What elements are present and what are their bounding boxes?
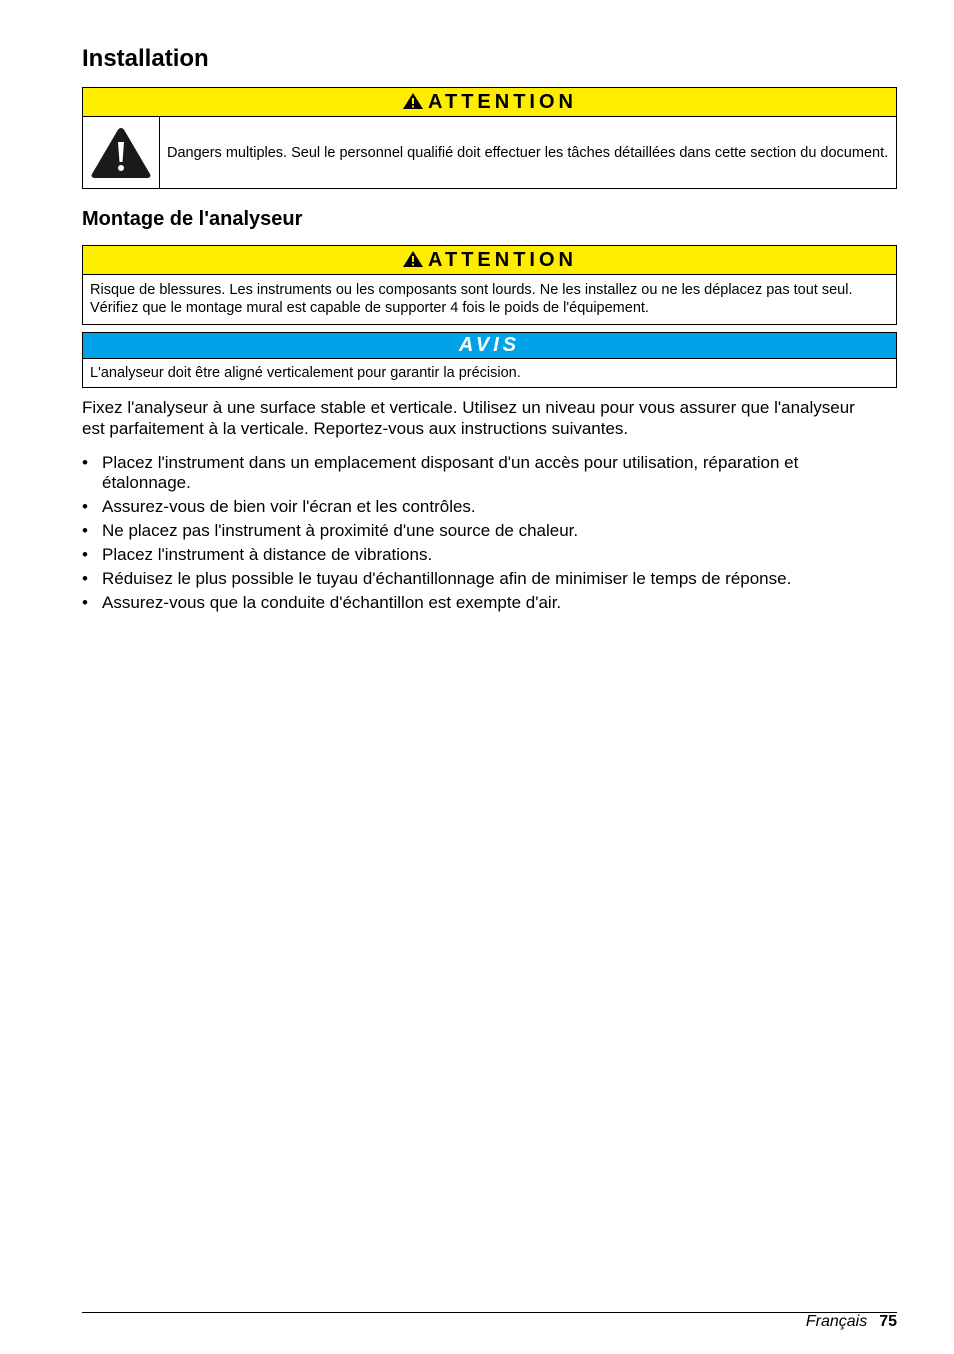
notice-text: L'analyseur doit être aligné verticalement pour garantir la précision. xyxy=(90,365,521,381)
subsection-title: Montage de l'analyseur xyxy=(82,208,303,230)
list-item: • Réduisez le plus possible le tuyau d'échantillonnage afin de minimiser le temps de réponse. xyxy=(82,569,792,588)
attention-notice-general xyxy=(82,87,897,189)
notice-header xyxy=(83,88,896,117)
bullet-icon: • xyxy=(82,497,88,516)
footer-divider xyxy=(82,1312,897,1313)
bullet-icon: • xyxy=(82,569,88,588)
list-item: • Assurez-vous que la conduite d'échantillon est exempte d'air. xyxy=(82,593,562,612)
notice-header xyxy=(83,246,896,275)
bullet-icon: • xyxy=(82,545,88,564)
body-paragraph: Fixez l'analyseur à une surface stable et verticale. Utilisez un niveau pour vous assurer que l'analyseur est parfaitement à la verticale. Reportez-vous aux instructions suivantes. xyxy=(82,398,855,438)
footer-language: Français xyxy=(805,1313,868,1330)
warning-triangle-icon xyxy=(402,250,424,268)
warning-triangle-icon xyxy=(90,126,152,180)
bullet-icon: • xyxy=(82,453,88,472)
bullet-icon: • xyxy=(82,593,88,612)
list-item: • Ne placez pas l'instrument à proximité d'une source de chaleur. xyxy=(82,521,579,540)
list-item: • Placez l'instrument dans un emplacement disposant d'un accès pour utilisation, réparation et étalonnage. xyxy=(82,453,799,492)
attention-notice-weight xyxy=(82,245,897,325)
section-title: Installation xyxy=(82,45,209,72)
list-item: • Assurez-vous de bien voir l'écran et les contrôles. xyxy=(82,497,476,516)
bullet-list xyxy=(82,453,872,617)
warning-triangle-icon xyxy=(402,92,424,110)
page-footer xyxy=(806,1312,897,1332)
list-item: • Placez l'instrument à distance de vibrations. xyxy=(82,545,433,564)
avis-notice xyxy=(82,332,897,388)
signal-word: ATTENTION xyxy=(428,248,577,271)
bullet-icon: • xyxy=(82,521,88,540)
notice-text: Risque de blessures. Les instruments ou les composants sont lourds. Ne les installez ou ne les déplacez pas tout seul. Vérifiez que le montage mural est capable de supporter 4 fois le poids de l'équipement. xyxy=(90,282,853,316)
notice-text: Dangers multiples. Seul le personnel qualifié doit effectuer les tâches détaillées dans cette section du document. xyxy=(167,144,889,161)
notice-header xyxy=(83,333,896,359)
signal-word: ATTENTION xyxy=(428,90,577,113)
signal-word: AVIS xyxy=(458,334,521,356)
page-number: 75 xyxy=(879,1313,897,1330)
hazard-symbol-cell xyxy=(83,117,160,188)
